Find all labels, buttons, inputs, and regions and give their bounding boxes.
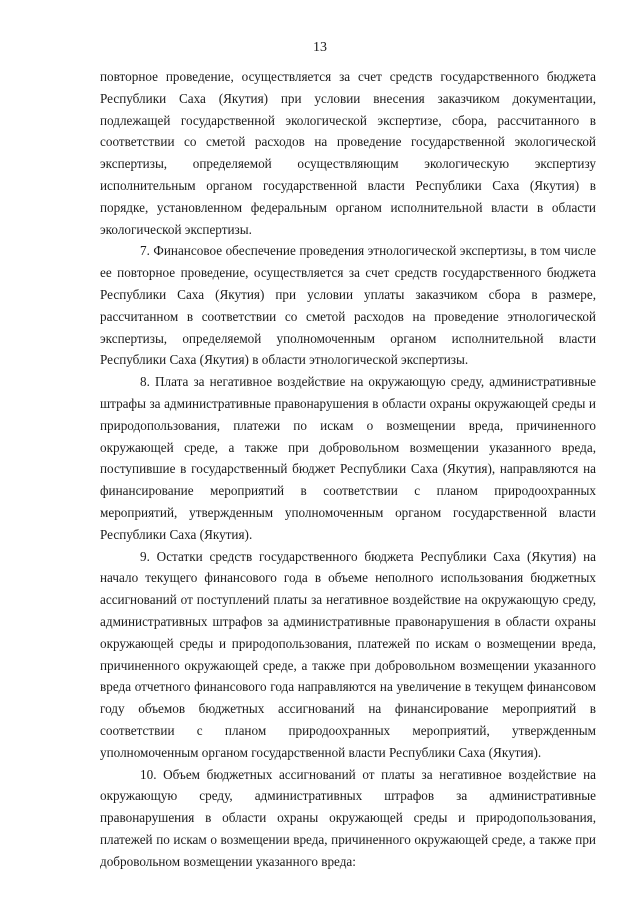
document-body [100,66,596,872]
paragraph-continuation: повторное проведение, осуществляется за счет средств государственного бюджета Республики Саха (Якутия) при условии внесения заказчиком документации, подлежащей государственной экологической экспертизе, сбора, рассчитанного в соответствии со сметой расходов на проведение государственной экологической экспертизы, определяемой осуществляющим экологическую экспертизу исполнительным органом государственной власти Республики Саха (Якутия) в порядке, установленном федеральным органом исполнительной власти в области экологической экспертизы. [100,69,596,237]
paragraph-item-8: 8. Плата за негативное воздействие на окружающую среду, административные штрафы за административные правонарушения в области охраны окружающей среды и природопользования, платежи по искам о возмещении вреда, причиненного окружающей среде, а также при добровольном возмещении указанного вреда, поступившие в государственный бюджет Республики Саха (Якутия), направляются на финансирование мероприятий в соответствии с планом природоохранных мероприятий, утвержденным уполномоченным органом государственной власти Республики Саха (Якутия). [100,374,596,542]
paragraph-item-10: 10. Объем бюджетных ассигнований от платы за негативное воздействие на окружающую среду, административных штрафов за административные правонарушения в области охраны окружающей среды и природопользования, платежей по искам о возмещении вреда, причиненного окружающей среде, а также при добровольном возмещении указанного вреда: [100,766,596,869]
paragraph-item-9: 9. Остатки средств государственного бюджета Республики Саха (Якутия) на начало текущего финансового года в объеме неполного использования бюджетных ассигнований от поступлений платы за негативное воздействие на окружающую среду, административных штрафов за административные правонарушения в области охраны окружающей среды и природопользования, платежей по искам о возмещении вреда, причиненного окружающей среде, а также при добровольном возмещении указанного вреда отчетного финансового года направляются на увеличение в текущем финансовом году объемов бюджетных ассигнований на финансирование мероприятий в соответствии с планом природоохранных мероприятий, утвержденным уполномоченным органом государственной власти Республики Саха (Якутия). [100,548,596,760]
paragraph-item-7: 7. Финансовое обеспечение проведения этнологической экспертизы, в том числе ее повторное проведение, осуществляется за счет средств государственного бюджета Республики Саха (Якутия) при условии уплаты заказчиком сбора в размере, рассчитанном в соответствии со сметой расходов на проведение этнологической экспертизы, определяемой уполномоченным органом исполнительной власти Республики Саха (Якутия) в области этнологической экспертизы. [100,243,596,368]
page-number: 13 [313,40,327,55]
